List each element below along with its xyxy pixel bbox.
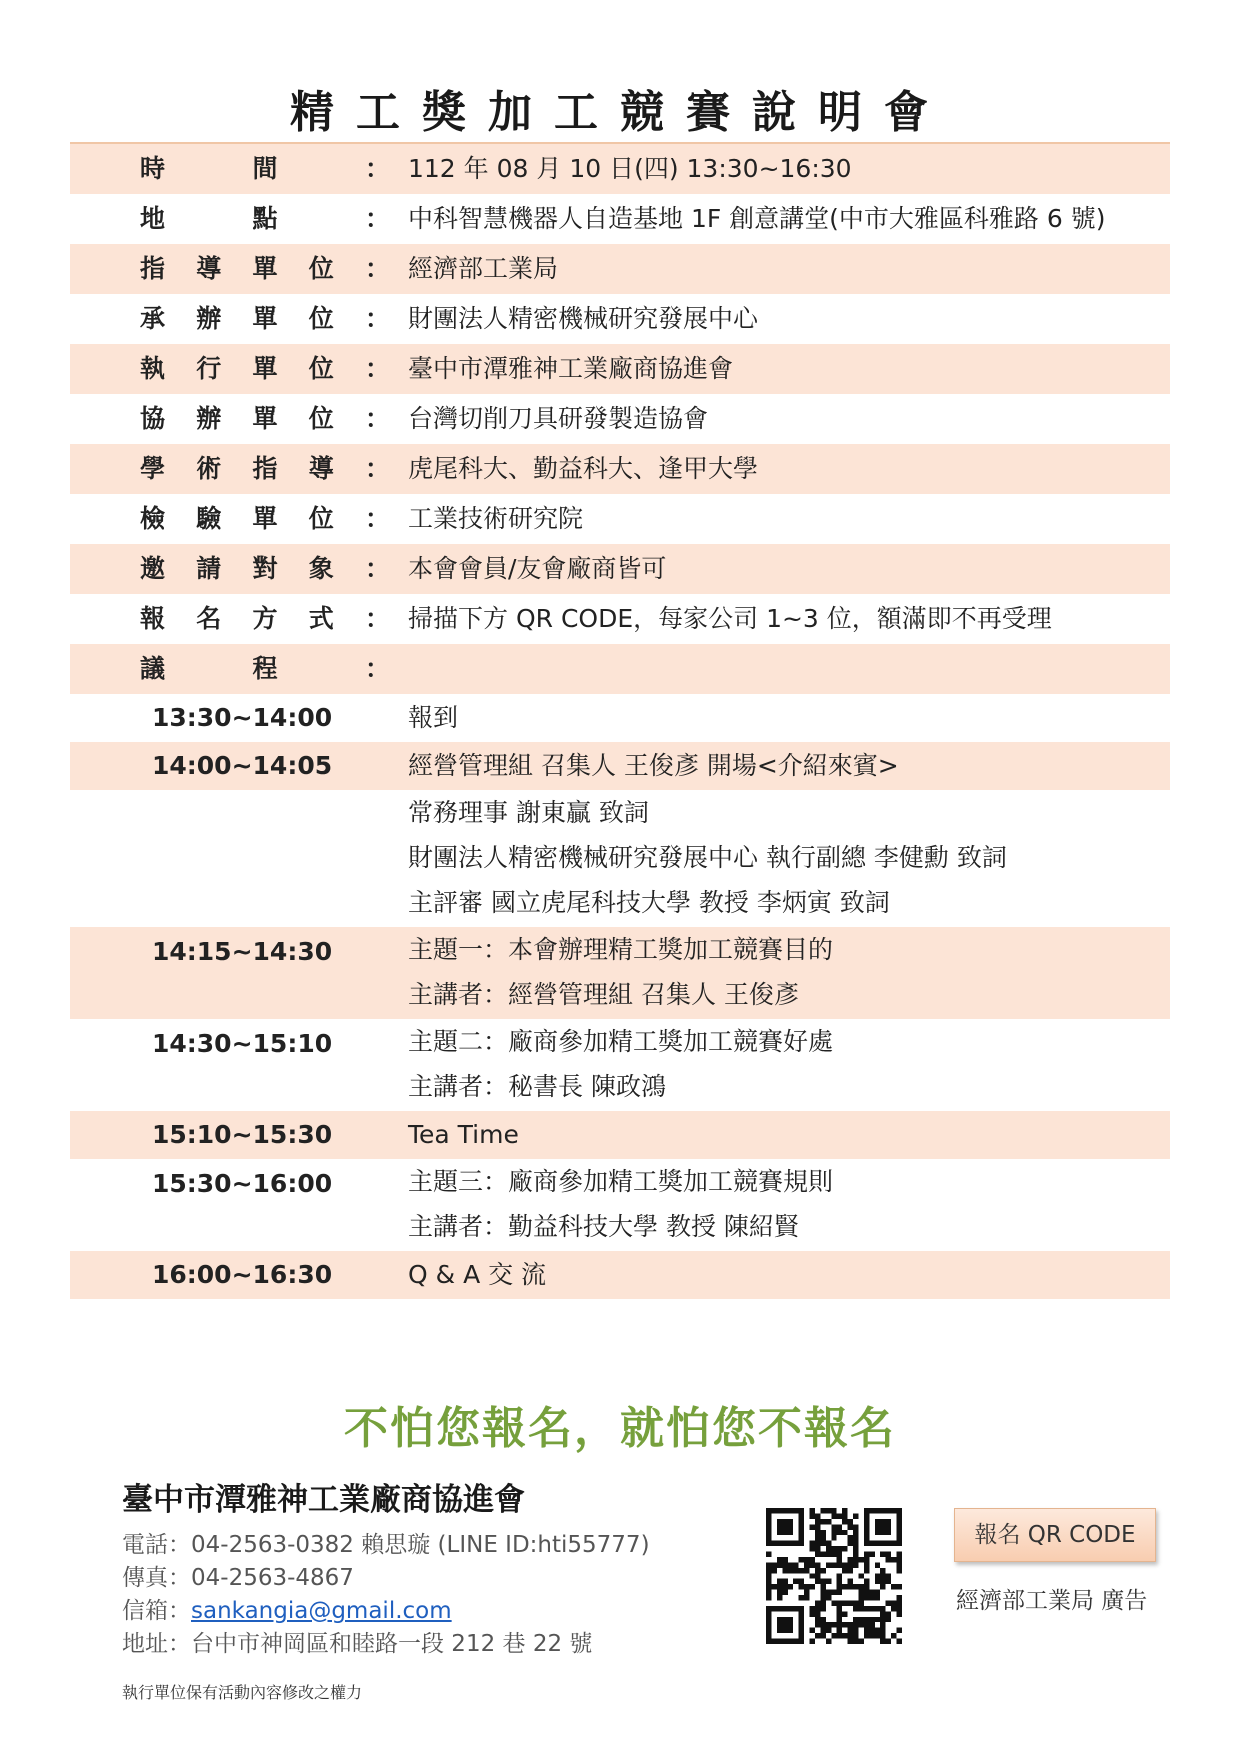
slogan: 不怕您報名，就怕您不報名 <box>344 1403 896 1454</box>
info-row <box>70 294 1170 344</box>
info-label: 議 程 ： <box>140 644 390 694</box>
agenda-time: 14:15~14:30 <box>152 937 333 966</box>
agenda-item: 主題一：本會辦理精工獎加工競賽目的 <box>408 935 834 964</box>
agenda-item: 主講者：經營管理組 召集人 王俊彥 <box>408 980 799 1009</box>
contact-phone: 電話：04-2563-0382 賴思璇 (LINE ID:hti55777) <box>122 1532 650 1558</box>
agenda-row <box>70 790 1170 927</box>
info-label: 地 點 ： <box>140 194 390 244</box>
info-row <box>70 194 1170 244</box>
info-value: 虎尾科大、勤益科大、逢甲大學 <box>408 454 759 483</box>
agenda-time: 14:00~14:05 <box>152 751 333 780</box>
info-value: 本會會員/友會廠商皆可 <box>408 554 667 583</box>
info-colon: ： <box>364 404 390 433</box>
agenda-item: 主題二：廠商參加精工獎加工競賽好處 <box>408 1027 834 1056</box>
info-label: 協 辦 單 位 ： <box>140 394 390 444</box>
agenda-time: 14:30~15:10 <box>152 1029 333 1058</box>
info-colon: ： <box>364 304 390 333</box>
contact-fax: 傳真：04-2563-4867 <box>122 1565 354 1591</box>
info-colon: ： <box>364 454 390 483</box>
info-value: 財團法人精密機械研究發展中心 <box>408 304 759 333</box>
info-value: 112 年 08 月 10 日(四) 13:30~16:30 <box>408 154 852 183</box>
agenda-row <box>70 742 1170 790</box>
info-colon: ： <box>364 204 390 233</box>
agenda-row <box>70 694 1170 742</box>
info-label: 報 名 方 式 ： <box>140 594 390 644</box>
ad-note: 經濟部工業局 廣告 <box>956 1588 1148 1614</box>
agenda-item: 主講者：勤益科技大學 教授 陳紹賢 <box>408 1212 799 1241</box>
organizer-name: 臺中市潭雅神工業廠商協進會 <box>122 1482 525 1518</box>
info-row <box>70 644 1170 694</box>
agenda-item: 主題三：廠商參加精工獎加工競賽規則 <box>408 1167 834 1196</box>
info-row <box>70 344 1170 394</box>
agenda-time: 15:30~16:00 <box>152 1169 333 1198</box>
agenda-item: 主講者：秘書長 陳政鴻 <box>408 1072 666 1101</box>
info-row <box>70 594 1170 644</box>
info-value: 臺中市潭雅神工業廠商協進會 <box>408 354 734 383</box>
info-value: 中科智慧機器人自造基地 1F 創意講堂(中市大雅區科雅路 6 號) <box>408 204 1106 233</box>
agenda-item: 常務理事 謝東贏 致詞 <box>408 798 649 827</box>
info-colon: ： <box>364 604 390 633</box>
info-value: 工業技術研究院 <box>408 504 584 533</box>
register-qr-button[interactable]: 報名 QR CODE <box>954 1508 1156 1562</box>
agenda-item: 報到 <box>408 703 459 732</box>
agenda-time: 16:00~16:30 <box>152 1260 333 1289</box>
info-label: 指 導 單 位 ： <box>140 244 390 294</box>
info-label: 執 行 單 位 ： <box>140 344 390 394</box>
info-table <box>70 144 1170 694</box>
qr-code-icon[interactable] <box>766 1508 902 1644</box>
contact-email-label: 信箱： <box>122 1598 191 1624</box>
info-label: 邀 請 對 象 ： <box>140 544 390 594</box>
info-row <box>70 444 1170 494</box>
info-label: 學 術 指 導 ： <box>140 444 390 494</box>
info-label: 檢 驗 單 位 ： <box>140 494 390 544</box>
agenda-table <box>70 694 1170 1299</box>
info-value: 台灣切削刀具研發製造協會 <box>408 404 709 433</box>
info-value: 經濟部工業局 <box>408 254 559 283</box>
info-label: 時 間 ： <box>140 144 390 194</box>
agenda-row <box>70 1251 1170 1299</box>
info-row <box>70 494 1170 544</box>
page-title: 精工獎加工競賽說明會 <box>290 87 950 138</box>
agenda-item: 財團法人精密機械研究發展中心 執行副總 李健勳 致詞 <box>408 843 1007 872</box>
email-link[interactable]: sankangia@gmail.com <box>191 1598 452 1624</box>
agenda-row <box>70 927 1170 1019</box>
info-row <box>70 394 1170 444</box>
agenda-item: Tea Time <box>408 1120 519 1149</box>
info-label: 承 辦 單 位 ： <box>140 294 390 344</box>
info-row <box>70 544 1170 594</box>
contact-address: 地址：台中市神岡區和睦路一段 212 巷 22 號 <box>122 1631 593 1657</box>
info-colon: ： <box>364 504 390 533</box>
agenda-row <box>70 1111 1170 1159</box>
info-colon: ： <box>364 354 390 383</box>
agenda-row <box>70 1019 1170 1111</box>
agenda-time: 13:30~14:00 <box>152 703 333 732</box>
info-colon: ： <box>364 654 390 683</box>
info-colon: ： <box>364 254 390 283</box>
agenda-item: Q & A 交 流 <box>408 1260 547 1289</box>
info-colon: ： <box>364 154 390 183</box>
agenda-item: 主評審 國立虎尾科技大學 教授 李炳寅 致詞 <box>408 888 890 917</box>
contact-email <box>122 1592 452 1625</box>
info-row <box>70 144 1170 194</box>
info-row <box>70 244 1170 294</box>
agenda-item: 經營管理組 召集人 王俊彥 開場<介紹來賓> <box>408 751 899 780</box>
info-colon: ： <box>364 554 390 583</box>
footnote: 執行單位保有活動內容修改之權力 <box>122 1683 363 1702</box>
info-value: 掃描下方 QR CODE，每家公司 1~3 位，額滿即不再受理 <box>408 604 1052 633</box>
agenda-time: 15:10~15:30 <box>152 1120 333 1149</box>
agenda-row <box>70 1159 1170 1251</box>
